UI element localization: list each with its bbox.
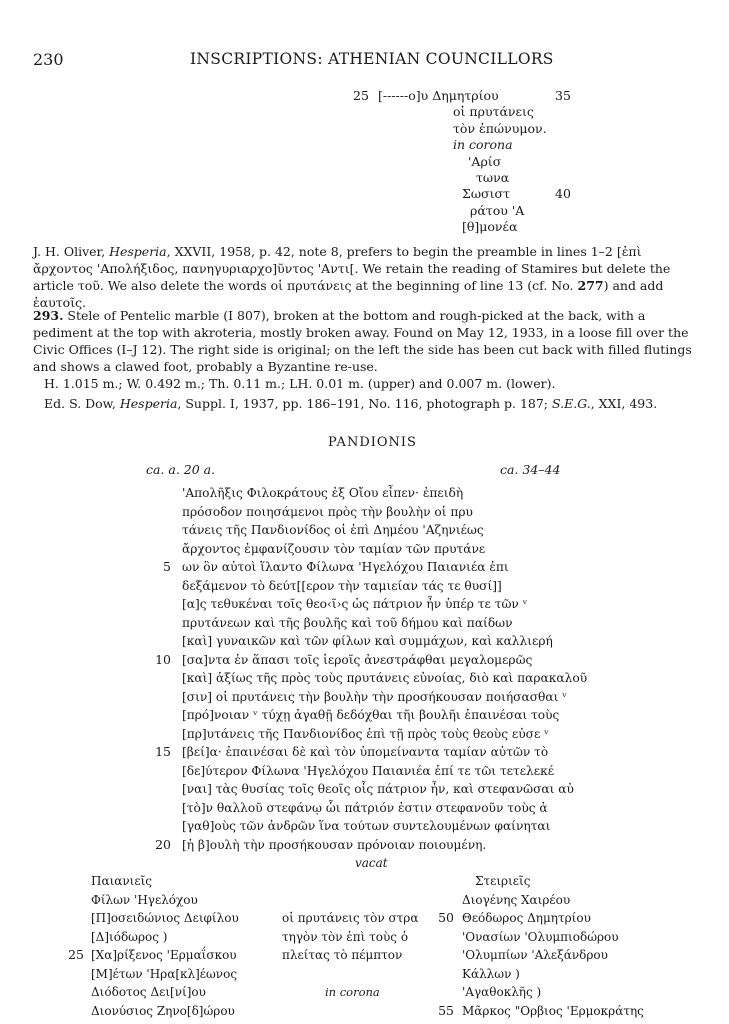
top-line-number: 40: [555, 186, 571, 201]
list-item: Διόδοτος Δει[νί]ου: [91, 985, 206, 999]
top-line-number: 35: [555, 88, 571, 103]
decree-line: [βεί]α· ἐπαινέσαι δὲ καὶ τὸν ὑπομείναντα ταμίαν αὐτῶν τὸ: [182, 745, 549, 759]
decree-line: ἄρχοντος ἐμφανίζουσιν τὸν ταμίαν τῶν πρυτάνε: [182, 541, 486, 556]
list-item: Διονύσιος Ζηνο[δ]ώρου: [91, 1003, 235, 1018]
running-title: INSCRIPTIONS: ATHENIAN COUNCILLORS: [190, 50, 554, 68]
line-number: 5: [163, 559, 171, 574]
journal-title: Hesperia: [109, 244, 167, 259]
list-item: Μᾶρκος "Ορβιος 'Ερμοκράτης: [462, 1003, 644, 1018]
decree-line: [καὶ] ἀξίως τῆς πρὸς τοὺς πρυτάνεις εὐνοίας, διὸ καὶ παρακαλοῦ: [182, 671, 588, 685]
page-number: 230: [33, 50, 64, 69]
date-right: ca. 34–44: [500, 462, 561, 477]
line-number: 25: [68, 947, 84, 962]
journal-title: Hesperia: [119, 396, 178, 411]
list-item: [Χα]ρίξενος 'Ερμαΐσκου: [91, 948, 237, 962]
decree-line: [τὸ]ν θαλλοῦ στεφάνῳ ὧι πάτριόν ἐστιν στεφανοῦν τοὺς ἀ: [182, 800, 548, 815]
center-line: οἱ πρυτάνεις τὸν στρα: [282, 911, 419, 925]
commentary-text: J. H. Oliver,: [33, 244, 110, 259]
top-line: ράτου 'Α: [470, 203, 525, 218]
list-item: 'Ονασίων 'Ολυμπιοδώρου: [462, 929, 619, 944]
center-line: πλείτας τὸ πέμπτον: [282, 948, 403, 962]
decree-line: [καὶ] γυναικῶν καὶ τῶν φίλων καὶ συμμάχων, καὶ καλλιερή: [182, 634, 553, 648]
list-item: 'Ολυμπίων 'Αλεξάνδρου: [462, 948, 608, 962]
date-left: ca. a. 20 a.: [146, 462, 216, 477]
decree-line: ων ὃν αὐτοὶ ἵλαντο Φίλωνα 'Ηγελόχου Παιανιέα ἐπι: [182, 560, 509, 574]
top-line-annotation: in corona: [453, 137, 513, 152]
seg-abbrev: S.E.G.: [552, 396, 591, 411]
commentary-text: ) and add ἑαυτοῖς.: [33, 278, 664, 310]
top-line: οἱ πρυτάνεις: [453, 104, 534, 119]
list-item: [Μ]έτων 'Ηρα[κλ]έωνος: [91, 966, 238, 981]
decree-line: [σα]ντα ἐν ἅπασι τοῖς ἱεροῖς ἀνεστράφθαι μεγαλομερῶς: [182, 652, 533, 667]
decree-line: πρυτάνεων καὶ τῆς βουλῆς καὶ τοῦ δήμου καὶ παίδων: [182, 615, 513, 630]
line-number: 15: [155, 744, 171, 759]
entry-text: Stele of Pentelic marble (I 807), broken at the bottom and rough-picked at the back, with a pediment at the top with akroteria, mostly broken away. Found on May 12, 1933, in a loose fill over the Civic Offices (I–J 12). The right side is original; on the left the side has been cut back with filled flutings and shows a clawed foot, probably a Byzantine re-use.: [33, 308, 692, 374]
decree-line: τάνεις τῆς Πανδιονίδος οἱ ἐπὶ Δημέου 'Αζηνιέως: [182, 523, 484, 537]
decree-line: [ναι] τὰς θυσίας τοῖς θεοῖς οἷς πάτριον ἦν, καὶ στεφανῶσαι αὐ: [182, 782, 574, 796]
center-line: τηγὸν τὸν ἐπὶ τοὺς ὁ: [282, 929, 409, 944]
in-corona-label: in corona: [325, 985, 380, 999]
decree-line: [σιν] οἱ πρυτάνεις τὴν βουλὴν τὴν προσήκουσαν ποιήσασθαι ᵛ: [182, 689, 567, 704]
top-line: [------ο]υ Δημητρίου: [378, 88, 499, 103]
list-item: [Δ]ιόδωρος ): [91, 929, 168, 944]
entry-description: [33, 307, 698, 375]
list-item: [Π]οσειδώνιος Δειφίλου: [91, 911, 239, 925]
top-line: τὸν ἐπώνυμον.: [453, 121, 547, 136]
decree-line: [γαθ]οὺς τῶν ἀνδρῶν ἵνα τούτων συντελουμένων φαίνηται: [182, 819, 551, 833]
list-item: Κάλλων ): [462, 966, 520, 981]
entry-dimensions: H. 1.015 m.; W. 0.492 m.; Th. 0.11 m.; LH. 0.01 m. (upper) and 0.007 m. (lower).: [44, 376, 556, 391]
list-item: Φίλων 'Ηγελόχου: [91, 892, 198, 907]
top-line: τωνα: [476, 170, 510, 185]
line-number: 55: [438, 1002, 454, 1018]
decree-line: πρόσοδον ποιησάμενοι πρὸς τὴν βουλὴν οἱ πρυ: [182, 504, 473, 519]
top-line: 'Αρίσ: [468, 154, 502, 169]
decree-line: [δε]ύτερον Φίλωνα 'Ηγελόχου Παιανιέα ἐπί τε τῶι τετελεκέ: [182, 763, 555, 778]
reference-number: 277: [577, 278, 604, 293]
commentary-paragraph: [33, 243, 698, 311]
entry-number: 293.: [33, 308, 64, 323]
line-number: 10: [155, 651, 171, 667]
list-item: Διογένης Χαιρέου: [462, 892, 571, 907]
entry-edition: Ed. S. Dow, Hesperia, Suppl. I, 1937, pp. 186–191, No. 116, photograph p. 187; S.E.G., XXI, 493.: [44, 396, 658, 411]
line-number: 50: [438, 910, 454, 925]
vacat-label: vacat: [355, 856, 388, 870]
decree-line: [πρ]υτάνεις τῆς Πανδιονίδος ἐπὶ τῇ πρὸς τοὺς θεοὺς εὐσε ᵛ: [182, 726, 549, 741]
line-number: 20: [155, 836, 171, 852]
decree-line: δεξάμενον τὸ δεύτ[[ερον τὴν ταμιείαν τάς τε θυσί]]: [182, 578, 502, 593]
list-item: Θεόδωρος Δημητρίου: [462, 911, 591, 925]
list-item: 'Αγαθοκλῆς ): [462, 985, 542, 999]
deme-heading: Στειριεῖς: [475, 874, 531, 888]
top-line: [θ]μονέα: [462, 219, 518, 234]
top-line: Σωσιστ: [462, 186, 510, 201]
section-heading: PANDIONIS: [328, 435, 417, 450]
decree-line: 'Απολῆξις Φιλοκράτους ἐξ Οἴου εἶπεν· ἐπειδὴ: [182, 486, 464, 500]
decree-line: [α]ς τεθυκέναι τοῖς θεο‹ῖ›ς ὡς πάτριον ἦν ὑπέρ τε τῶν ᵛ: [182, 597, 528, 611]
deme-heading: Παιανιεῖς: [91, 874, 153, 888]
decree-line: [πρό]νοιαν ᵛ τύχῃ ἀγαθῇ δεδόχθαι τῆι βουλῆι ἐπαινέσαι τοὺς: [182, 708, 560, 722]
commentary-text: , XXVII, 1958, p. 42, note 8, prefers to begin the preamble in lines 1–2 [ἐπὶ ἄρχοντος 'Απολήξιδος, πανηγυριαρχο]ῦντος 'Αντι[. We retain the reading of Stamires but delete the article τοῦ. We also delete the words οἱ πρυτάνεις at the beginning of line 13 (cf. No.: [33, 244, 671, 293]
top-line-number: 25: [353, 88, 369, 103]
decree-line: [ἡ β]ουλὴ τὴν προσήκουσαν πρόνοιαν ποιουμένη.: [182, 837, 487, 852]
